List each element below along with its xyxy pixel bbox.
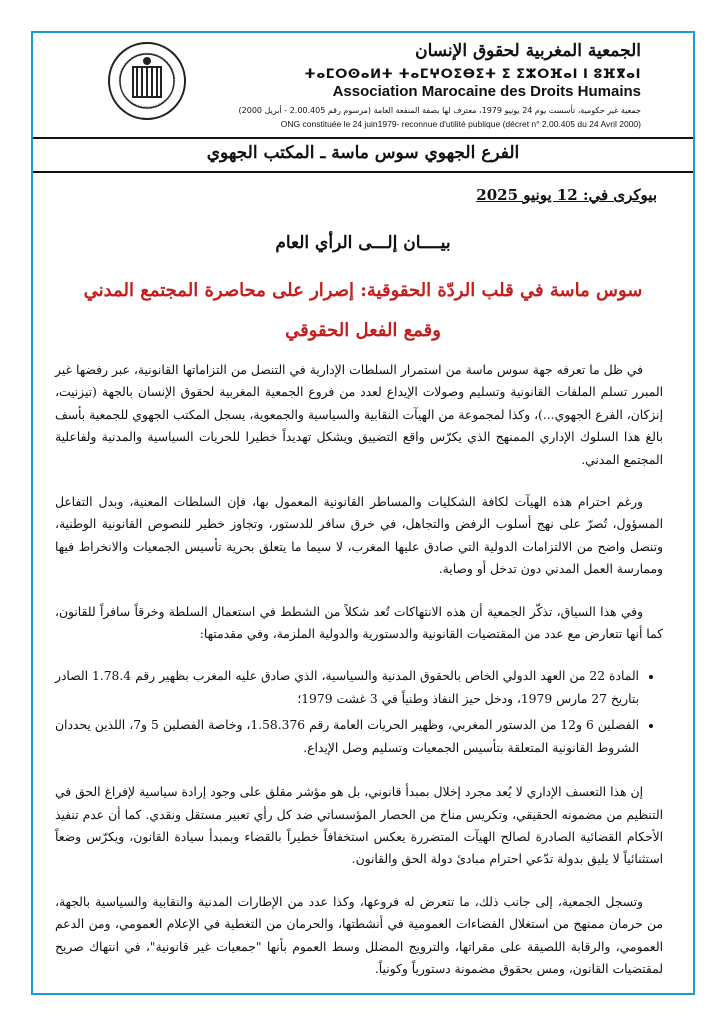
paragraph: في ظل ما تعرفه جهة سوس ماسة من استمرار السلطات الإدارية في التنصل من التزاماتها القانونية، عبر رفضها غير المبرر تسلم الملفات القانونية وتسليم وصولات الإيداع لعدد من فروع الجمعية المغربية لحقوق الإنسان بالجهة (تيزنيت، إنزكان، الفرع الجهوي...)، وكذا لمجموعة من الهيآت النقابية والسياسية والجمعوية، يسجل المكتب الجهوي للجمعية بأسف بالغ هذا السلوك الإداري الممنهج الذي يكرّس واقع التضييق ويشكل تهديداً خطيرا للحريات السياسية والمدنية ولفاعلية المجتمع المدني.: [55, 363, 663, 467]
paragraph: وتسجل الجمعية، إلى جانب ذلك، ما تتعرض له فروعها، وكذا عدد من الإطارات المدنية والنقابية والسياسية بالجهة، من حرمان ممنهج من استغلال الفضاءات العمومية في أنشطتها، والحرمان من التغطية في الإعلام العمومي، ومن الدعم العمومي، والرقابة اللصيقة على مقراتها، والترويج المضلل وسط العموم بأنها "جمعيات غير قانونية"، في انتهاك صريح لمقتضيات القانون، ومس بحقوق مضمونة دستورياً وكونياً.: [55, 894, 663, 976]
paragraph: ورغم احترام هذه الهيآت لكافة الشكليات والمساطر القانونية المعمول بها، فإن السلطات المعنية، وبدل التفاعل المسؤول، تُصرّ على نهج أسلوب الرفض والتجاهل، في خرق سافر للدستور، وتجاوز خطير للنصوص القانونية الوطنية، وتنصل واضح من الالتزامات الدولية التي صادق عليها المغرب، لا سيما ما يتعلق بحرية تأسيس الجمعيات والانخراط فيها وممارسة العمل المدني دون تدخل أو وصاية.: [55, 495, 663, 577]
org-name-french: Association Marocaine des Droits Humains: [332, 83, 641, 100]
header-divider-top: [33, 137, 693, 139]
document-title: سوس ماسة في قلب الردّة الحقوقية: إصرار على محاصرة المجتمع المدني وقمع الفعل الحقوقي: [83, 280, 643, 341]
paragraph: إن هذا التعسف الإداري لا يُعد مجرد إخلال بمبدأ قانوني، بل هو مؤشر مقلق على وجود إرادة سياسية لإفراغ الحق في التنظيم من مضمونه الحقيقي، وتكريس مناخ من الحصار المؤسساتي ضد كل رأي تعبير مستقل ونقدي. كما أن عدم تنفيذ الأحكام القضائية الصادرة لصالح الهيآت المتضررة يعكس استخفافاً خطيراً بالقضاء وبمبدأ سيادة القانون، ويكرّس وضعاً استثنائياً لا يليق بدولة تدّعي احترام مبادئ دولة الحق والقانون.: [55, 785, 663, 867]
page-border: [31, 31, 695, 995]
org-name-tifinagh: ⵜⴰⵎⵔⵙⴰⵍⵜ ⵜⴰⵎⵖⵔⵉⴱⵉⵜ ⵉ ⵉⵣⵔⴼⴰⵏ ⵏ ⵓⴼⴳⴰⵏ: [304, 67, 641, 82]
document-body: [55, 359, 663, 1000]
registration-arabic: جمعية غير حكومية، تأسست يوم 24 يونيو 1979، معترف لها بصفة المنفعة العامة (مرسوم رقم 2.00.405 - أبريل 2000): [238, 106, 641, 115]
paragraph: وفي هذا السياق، تذكّر الجمعية أن هذه الانتهاكات تُعد شكلاً من الشطط في استعمال السلطة وخرقاً سافراً للقانون، كما أنها تتعارض مع عدد من المقتضيات القانونية والدستورية والدولية الملزمة، وفي مقدمتها:: [55, 604, 663, 642]
letterhead: [33, 33, 693, 143]
statement-heading: بيــــان إلـــى الرأي العام: [275, 233, 451, 253]
amdh-logo-icon: [107, 41, 187, 121]
list-item: • الفصلين 6 و12 من الدستور المغربي، وظهير الحريات العامة رقم 1.58.376، وخاصة الفصلين 5 و7، اللذين يحددان الشروط القانونية المتعلقة بتأسيس الجمعيات وتسليم وصل الإيداع.: [55, 714, 639, 759]
registration-french: ONG constituée le 24 juin1979- reconnue d'utilité publique (décret n° 2.00.405 du 24 Avril 2000): [280, 119, 641, 129]
list-item: • المادة 22 من العهد الدولي الخاص بالحقوق المدنية والسياسية، الذي صادق عليه المغرب بظهير رقم 1.78.4 الصادر بتاريخ 27 مارس 1979، ودخل حيز النفاذ وطنياً في 3 غشت 1979؛: [55, 665, 639, 710]
header-divider-bottom: [33, 171, 693, 173]
branch-title: الفرع الجهوي سوس ماسة ـ المكتب الجهوي: [206, 143, 520, 163]
legal-references-list: [55, 665, 663, 759]
date-line: بيوكرى في: 12 يونيو 2025: [476, 186, 657, 204]
org-name-arabic: الجمعية المغربية لحقوق الإنسان: [415, 41, 641, 61]
